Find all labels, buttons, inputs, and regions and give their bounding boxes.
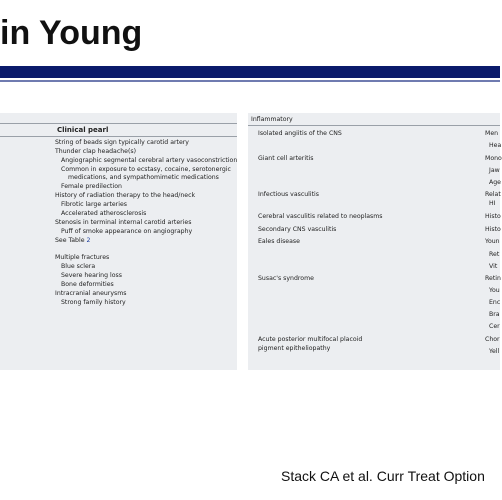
citation-text: Stack CA et al. Curr Treat Option [281, 468, 485, 484]
left-table-panel [0, 113, 237, 370]
pearl-fragment: HI [489, 200, 496, 207]
pearl-row: Thunder clap headache(s) [55, 148, 137, 155]
pearl-fragment: Age [489, 179, 501, 186]
pearl-fragment: Histo [485, 226, 501, 233]
pearl-row: Severe hearing loss [61, 272, 122, 279]
pearl-fragment: Enc [489, 299, 501, 306]
condition-name: Infectious vasculitis [258, 191, 319, 198]
slide-title: in Young [0, 14, 143, 52]
pearl-row [55, 237, 90, 245]
pearl-row: Stenosis in terminal internal carotid arteries [55, 219, 192, 226]
pearl-fragment: Ret [489, 251, 500, 258]
condition-name: Susac's syndrome [258, 275, 314, 282]
pearl-row: History of radiation therapy to the head/neck [55, 192, 196, 199]
table-header-rule [0, 136, 237, 137]
table-reference-link[interactable]: 2 [86, 237, 91, 244]
pearl-fragment: You [489, 287, 500, 294]
pearl-row: Blue sclera [61, 263, 96, 270]
condition-name: Secondary CNS vasculitis [258, 226, 337, 233]
pearl-fragment: Mono [485, 155, 502, 162]
clinical-pearl-header: Clinical pearl [57, 126, 109, 134]
pearl-row: medications, and sympathomimetic medications [68, 174, 219, 181]
section-rule [248, 125, 500, 126]
pearl-fragment: Chor [485, 336, 500, 343]
pearl-fragment: Hea [489, 142, 502, 149]
pearl-row: Fibrotic large arteries [61, 201, 127, 208]
pearl-fragment: Histo [485, 213, 501, 220]
pearl-row: Accelerated atherosclerosis [61, 210, 147, 217]
pearl-fragment: Bra [489, 311, 500, 318]
pearl-fragment: Jaw [489, 167, 500, 174]
pearl-fragment: Cer [489, 323, 500, 330]
section-label: Inflammatory [251, 116, 293, 123]
pearl-fragment: Youn [485, 238, 500, 245]
pearl-fragment: Relat [485, 191, 501, 198]
pearl-fragment: Retin [485, 275, 501, 282]
pearl-row: Strong family history [61, 299, 126, 306]
pearl-row: Female predilection [61, 183, 122, 190]
condition-name: Giant cell arteritis [258, 155, 314, 162]
pearl-row: Puff of smoke appearance on angiography [61, 228, 193, 235]
see-table-text: See Table [55, 237, 85, 244]
pearl-row: Angiographic segmental cerebral artery vasoconstriction [61, 157, 238, 164]
pearl-row: Intracranial aneurysms [55, 290, 127, 297]
condition-name: Eales disease [258, 238, 300, 245]
title-divider-line [0, 80, 500, 82]
pearl-row: Multiple fractures [55, 254, 110, 261]
title-divider-bar [0, 66, 500, 78]
pearl-fragment: Yell [489, 348, 500, 355]
pearl-row: Bone deformities [61, 281, 114, 288]
condition-name: Cerebral vasculitis related to neoplasms [258, 213, 383, 220]
pearl-fragment: Men [485, 130, 499, 137]
condition-name: pigment epitheliopathy [258, 345, 331, 352]
pearl-row: Common in exposure to ecstasy, cocaine, serotonergic [61, 166, 231, 173]
table-top-rule [0, 123, 237, 124]
condition-name: Isolated angiitis of the CNS [258, 130, 342, 137]
pearl-fragment: Vit [489, 263, 498, 270]
right-table-panel [248, 113, 500, 370]
pearl-row: String of beads sign typically carotid artery [55, 139, 189, 146]
condition-name: Acute posterior multifocal placoid [258, 336, 363, 343]
